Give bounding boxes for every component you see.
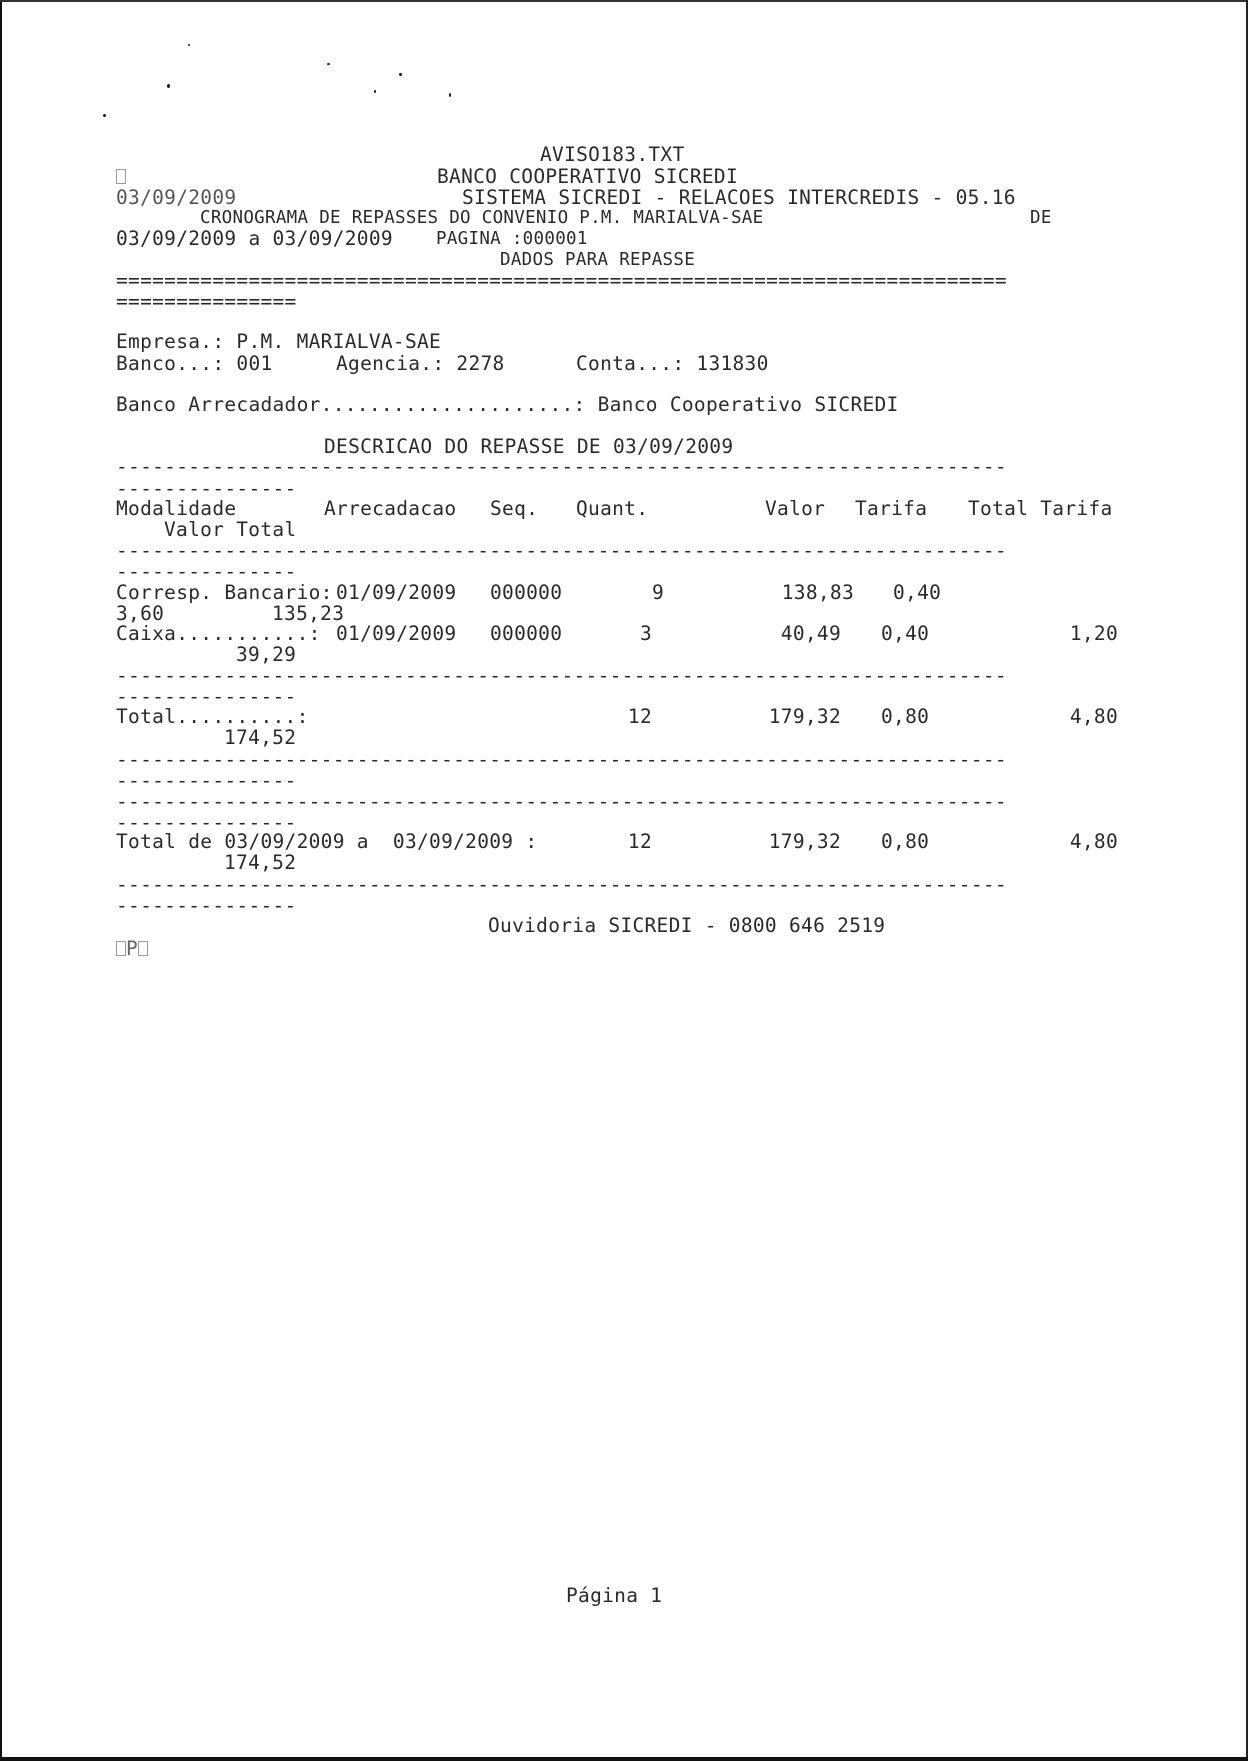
box-glyph [116,166,126,188]
page-label: PAGINA :000001 [436,229,588,249]
row-quant: 3 [639,622,652,645]
period-total-valor: 179,32 [768,830,841,853]
total-quant: 12 [627,705,652,728]
system-title: SISTEMA SICREDI - RELACOES INTERCREDIS - 05.16 [462,186,1016,209]
empresa: Empresa.: P.M. MARIALVA-SAE [116,330,442,353]
row-seq: 000000 [490,581,563,604]
row-tarifa: 0,40 [893,581,942,604]
description-title: DESCRICAO DO REPASSE DE 03/09/2009 [324,435,734,458]
dash-rule-short: --------------- [116,771,297,791]
schedule-de: DE [1030,208,1052,228]
dash-rule-short: --------------- [116,687,297,707]
double-rule: ========================================================================== [116,271,1007,291]
row-valor: 138,83 [781,581,854,604]
double-rule-short: =============== [116,292,297,312]
dash-rule: -------------------------------------------------------------------------- [116,875,1007,895]
page-number: Página 1 [566,1584,663,1607]
col-arrecadacao: Arrecadacao [324,497,457,520]
scan-speck [103,114,106,117]
dash-rule: -------------------------------------------------------------------------- [116,792,1007,812]
bank-name: BANCO COOPERATIVO SICREDI [437,165,738,188]
banco-arrecadador: Banco Arrecadador.....................: Banco Cooperativo SICREDI [116,393,899,416]
dash-rule: -------------------------------------------------------------------------- [116,457,1007,477]
total-valor-total: 174,52 [224,726,297,749]
col-valor: Valor [765,497,826,520]
row-valor: 40,49 [780,622,841,645]
row-valor-total: 39,29 [236,643,297,666]
report-date: 03/09/2009 [116,186,237,209]
section-title: DADOS PARA REPASSE [500,250,696,270]
period: 03/09/2009 a 03/09/2009 [116,227,393,250]
p-mark [116,938,148,960]
dash-rule-short: --------------- [116,562,297,582]
row-seq: 000000 [490,622,563,645]
period-total-total-tarifa: 4,80 [1069,830,1118,853]
row-quant: 9 [651,581,664,604]
row-valor-total: 135,23 [272,602,345,625]
col-seq: Seq. [490,497,539,520]
col-valor-total: Valor Total [164,518,297,541]
dash-rule-short: --------------- [116,479,297,499]
col-quant: Quant. [576,497,649,520]
total-valor: 179,32 [768,705,841,728]
scan-speck [327,63,330,65]
row-total-tarifa: 3,60 [116,602,165,625]
scan-speck [449,93,451,97]
col-tarifa: Tarifa [855,497,928,520]
row-arrecadacao: 01/09/2009 [336,581,457,604]
banco: Banco...: 001 [116,352,273,375]
scan-edge-top [0,0,1248,2]
dash-rule-short: --------------- [116,813,297,833]
scan-edge-bottom [0,1757,1248,1761]
scan-speck [167,84,170,88]
scan-speck [188,44,190,46]
col-modalidade: Modalidade [116,497,237,520]
filename: AVISO183.TXT [540,143,685,166]
row-total-tarifa: 1,20 [1069,622,1118,645]
ouvidoria: Ouvidoria SICREDI - 0800 646 2519 [488,914,886,937]
total-total-tarifa: 4,80 [1069,705,1118,728]
col-total-tarifa: Total Tarifa [968,497,1113,520]
period-total-quant: 12 [627,830,652,853]
row-tarifa: 0,40 [881,622,930,645]
agencia: Agencia.: 2278 [336,352,505,375]
period-total-valor-total: 174,52 [224,851,297,874]
dash-rule-short: --------------- [116,896,297,916]
p-mark-text: P [126,937,139,960]
total-label: Total..........: [116,705,309,728]
scan-edge-left [0,0,2,1761]
dash-rule: -------------------------------------------------------------------------- [116,750,1007,770]
schedule-title: CRONOGRAMA DE REPASSES DO CONVENIO P.M. MARIALVA-SAE [200,208,764,228]
period-total-tarifa: 0,80 [881,830,930,853]
row-arrecadacao: 01/09/2009 [336,622,457,645]
dash-rule: -------------------------------------------------------------------------- [116,666,1007,686]
scan-speck [399,73,402,76]
conta: Conta...: 131830 [576,352,769,375]
row-modalidade: Caixa...........: [116,622,321,645]
row-modalidade: Corresp. Bancario: [116,581,333,604]
total-tarifa: 0,80 [881,705,930,728]
period-total-label: Total de 03/09/2009 a 03/09/2009 : [116,830,538,853]
scan-speck [374,90,376,93]
dash-rule: -------------------------------------------------------------------------- [116,541,1007,561]
